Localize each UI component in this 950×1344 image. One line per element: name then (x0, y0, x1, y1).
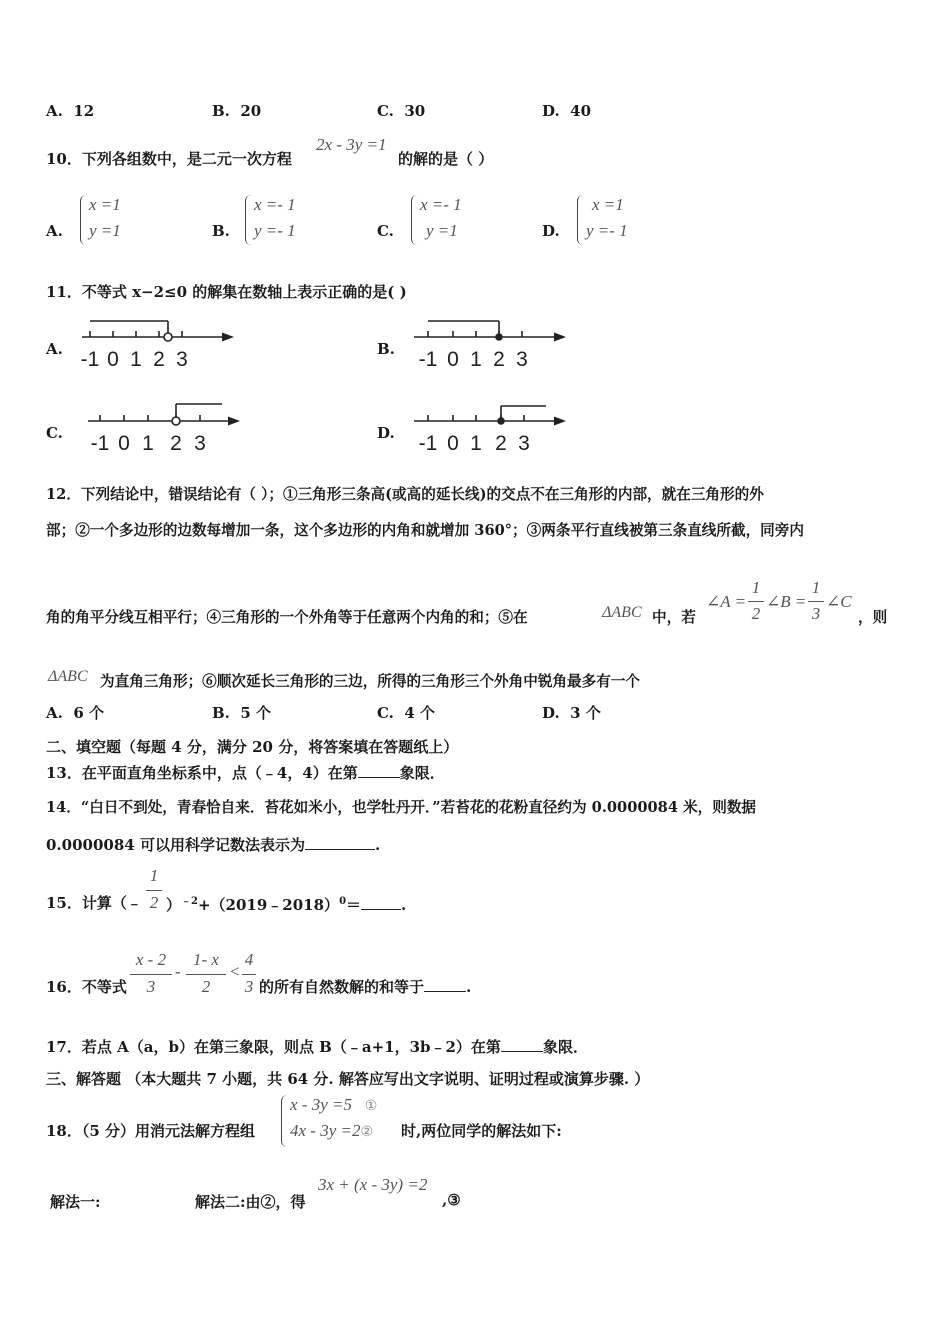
q15-fraction: 1 2 (146, 866, 162, 916)
svg-text:-1: -1 (80, 348, 100, 371)
q11-option-c-numberline (82, 398, 242, 460)
q16-prefix: 16．不等式 (46, 978, 127, 996)
q9-option-c: C. 30 (377, 102, 426, 120)
q12-option-c: C. 4 个 (377, 704, 436, 722)
q12-triangle-abc-2: ΔABC (48, 668, 88, 685)
q14-line-2: 0.0000084 可以用科学记数法表示为 . (46, 836, 381, 854)
svg-text:0: 0 (107, 348, 119, 371)
q11-option-a-numberline (76, 312, 236, 374)
q12-option-d: D. 3 个 (542, 704, 601, 722)
q18-stem-end: 时,两位同学的解法如下: (401, 1122, 562, 1140)
section-3-title: 三、解答题 （本大题共 7 小题，共 64 分. 解答应写出文字说明、证明过程或演算步骤. ） (46, 1070, 650, 1088)
svg-text:3: 3 (516, 348, 528, 371)
svg-text:0: 0 (118, 432, 130, 455)
q12-line-3-end: ，则 (858, 609, 888, 626)
q11-option-c-letter: C. (46, 424, 63, 442)
q17-answer-blank[interactable] (501, 1037, 543, 1052)
q15-prefix: 15．计算（﹣ (46, 894, 142, 912)
q14-answer-blank[interactable] (305, 835, 375, 850)
q11-option-b-letter: B. (377, 340, 395, 358)
q10-option-c-system: x =- 1 y =1 (411, 195, 482, 245)
q10-option-d-letter: D. (542, 222, 560, 240)
q15-expression: ）$^{﹣2}$+（2019﹣2018）$^0$＝ . (166, 896, 407, 914)
q12-line-1: 12．下列结论中，错误结论有（ ）；①三角形三条高(或高的延长线)的交点不在三角形的内部，就在三角形的外 (46, 486, 764, 503)
q13-stem: 13．在平面直角坐标系中，点（﹣4，4）在第 象限． (46, 764, 445, 782)
q12-triangle-abc-1: ΔABC (602, 604, 642, 621)
q18-derived-equation: 3x + (x - 3y) =2 (318, 1175, 428, 1194)
q16-suffix: 的所有自然数解的和等于 . (259, 978, 472, 996)
q18-stem: 18．（5 分）用消元法解方程组 (46, 1122, 256, 1140)
q17-stem: 17．若点 A（a，b）在第三象限，则点 B（﹣a+1，3b﹣2）在第 象限． (46, 1038, 588, 1056)
q10-option-a-system: x =1 y =1 (80, 195, 141, 245)
q9-option-d: D. 40 (542, 102, 592, 120)
svg-text:1: 1 (470, 432, 482, 455)
svg-text:0: 0 (447, 348, 459, 371)
svg-text:0: 0 (447, 432, 459, 455)
q10-option-c-letter: C. (377, 222, 394, 240)
q10-option-a-letter: A. (46, 222, 63, 240)
q9-option-a: A. 12 (46, 102, 95, 120)
svg-text:2: 2 (493, 348, 505, 371)
svg-text:2: 2 (495, 432, 507, 455)
q10-stem: 10．下列各组数中，是二元一次方程 (46, 150, 292, 168)
q11-option-d-letter: D. (377, 424, 395, 442)
q12-line-3-mid: 中，若 (652, 609, 696, 626)
q12-line-3: 角的角平分线互相平行；④三角形的一个外角等于任意两个内角的和；⑤在 (46, 609, 528, 626)
q11-option-b-numberline (408, 312, 568, 374)
q11-option-a-letter: A. (46, 340, 63, 358)
q9-option-b: B. 20 (212, 102, 262, 120)
q18-equation-mark-3: ,③ (442, 1191, 461, 1209)
svg-text:1: 1 (470, 348, 482, 371)
q16-fraction-2: 1- x 2 (186, 950, 226, 1000)
q11-stem: 11．不等式 x−2≤0 的解集在数轴上表示正确的是( ) (46, 283, 407, 301)
svg-text:3: 3 (518, 432, 530, 455)
q18-equation-system: x - 3y =5 ① 4x - 3y =2② (281, 1095, 400, 1147)
q12-angle-c: ∠C (826, 592, 852, 611)
q12-line-4: 为直角三角形；⑥顺次延长三角形的三边，所得的三角形三个外角中锐角最多有一个 (100, 673, 640, 690)
q12-angle-a: ∠A = (706, 592, 747, 611)
q11-option-d-numberline (408, 398, 568, 460)
q12-angle-b: ∠B = (766, 592, 807, 611)
q16-fraction-1: x - 2 3 (130, 950, 172, 1000)
svg-text:-1: -1 (90, 432, 110, 455)
q10-option-b-letter: B. (212, 222, 230, 240)
q10-equation: 2x - 3y =1 (316, 135, 387, 154)
q18-method-1: 解法一: (50, 1193, 101, 1211)
q14-line-1: 14．“白日不到处，青春恰自来．苔花如米小，也学牡丹开．”若苔花的花粉直径约为 0.0000084 米，则数据 (46, 799, 757, 816)
svg-text:2: 2 (170, 432, 182, 455)
svg-text:3: 3 (176, 348, 188, 371)
svg-text:3: 3 (194, 432, 206, 455)
q10-stem-end: 的解的是（ ） (398, 150, 494, 168)
svg-text:1: 1 (130, 348, 142, 371)
svg-text:1: 1 (142, 432, 154, 455)
svg-text:-1: -1 (418, 348, 438, 371)
q12-option-a: A. 6 个 (46, 704, 104, 722)
q12-fraction-half: 1 2 (748, 578, 764, 626)
q16-less-than: < (229, 962, 241, 981)
section-2-title: 二、填空题（每题 4 分，满分 20 分，将答案填在答题纸上） (46, 738, 459, 756)
q16-minus: - (175, 962, 181, 981)
q12-line-2: 部；②一个多边形的边数每增加一条，这个多边形的内角和就增加 360°；③两条平行直线被第三条直线所截，同旁内 (46, 522, 804, 539)
q12-option-b: B. 5 个 (212, 704, 272, 722)
svg-text:-1: -1 (418, 432, 438, 455)
svg-text:2: 2 (153, 348, 165, 371)
q10-option-b-system: x =- 1 y =- 1 (245, 195, 316, 245)
q16-answer-blank[interactable] (424, 977, 466, 992)
q15-answer-blank[interactable] (361, 895, 401, 910)
q18-method-2: 解法二:由②，得 (195, 1193, 306, 1211)
q10-option-d-system: x =1 y =- 1 (577, 195, 648, 245)
q16-fraction-3: 4 3 (242, 950, 256, 1000)
q12-fraction-third: 1 3 (808, 578, 824, 626)
q13-answer-blank[interactable] (358, 763, 400, 778)
